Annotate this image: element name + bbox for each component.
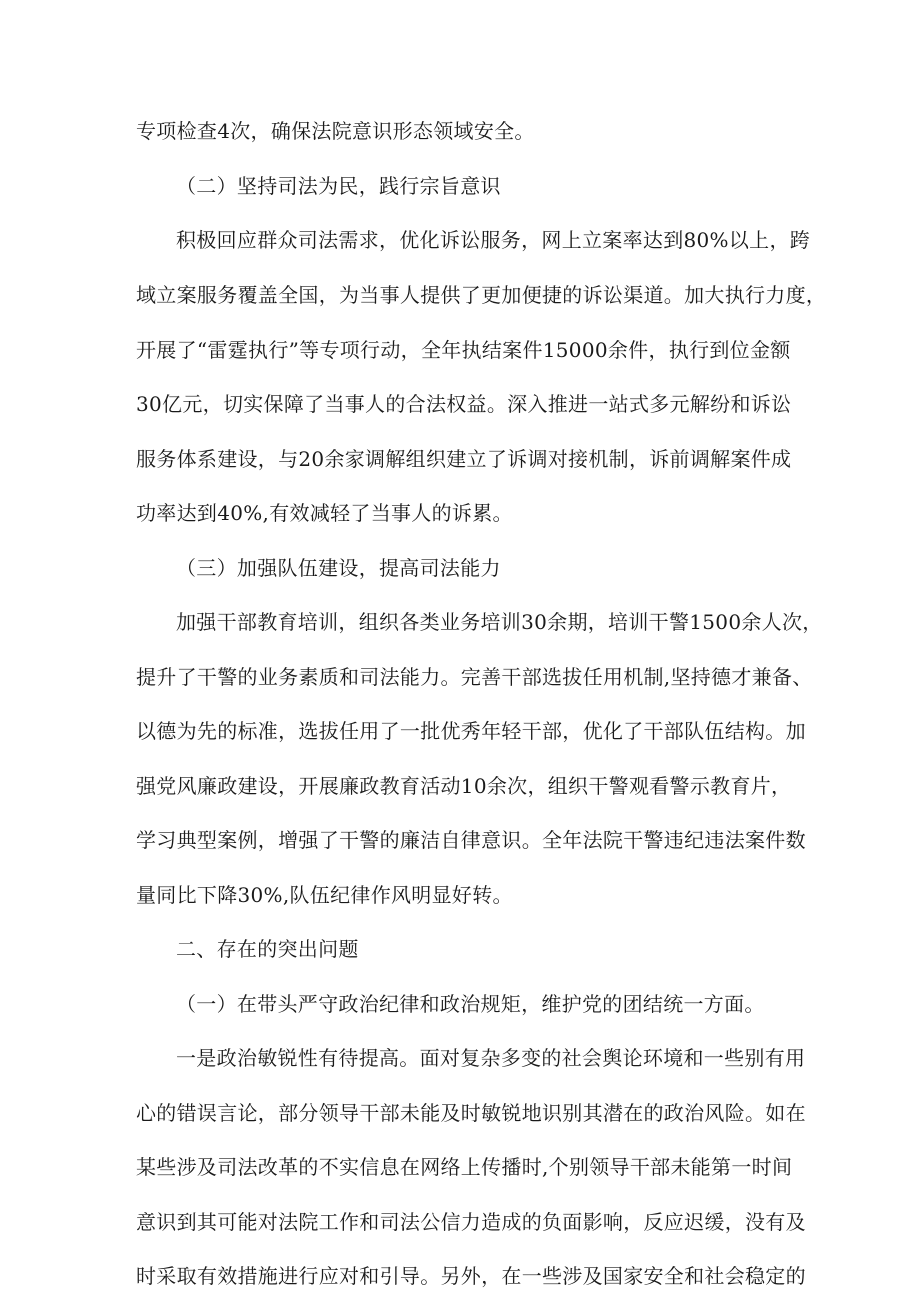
paragraph-line: 某些涉及司法改革的不实信息在网络上传播时,个别领导干部未能第一时间 <box>136 1155 793 1179</box>
section-heading: （二）坚持司法为民，践行宗旨意识 <box>176 174 501 198</box>
paragraph-line: 量同比下降30%,队伍纪律作风明显好转。 <box>136 883 513 907</box>
paragraph-line: 域立案服务覆盖全国，为当事人提供了更加便捷的诉讼渠道。加大执行力度， <box>136 283 827 307</box>
paragraph-line: 开展了“雷霆执行”等专项行动，全年执结案件15000余件，执行到位金额 <box>136 338 791 362</box>
section-heading: （一）在带头严守政治纪律和政治规矩，维护党的团结统一方面。 <box>176 992 765 1016</box>
paragraph-line: 意识到其可能对法院工作和司法公信力造成的负面影响，反应迟缓，没有及 <box>136 1210 806 1234</box>
paragraph-line: 强党风廉政建设，开展廉政教育活动10余次，组织干警观看警示教育片， <box>136 774 792 798</box>
paragraph-line: 功率达到40%,有效减轻了当事人的诉累。 <box>136 501 513 525</box>
paragraph-line: 一是政治敏锐性有待提高。面对复杂多变的社会舆论环境和一些别有用 <box>176 1046 806 1070</box>
paragraph-line: 积极回应群众司法需求，优化诉讼服务，网上立案率达到80%以上，跨 <box>176 228 811 252</box>
chapter-heading: 二、存在的突出问题 <box>176 937 359 961</box>
paragraph-line: 加强干部教育培训，组织各类业务培训30余期，培训干警1500余人次， <box>176 610 823 634</box>
paragraph-line: 学习典型案例，增强了干警的廉洁自律意识。全年法院干警违纪违法案件数 <box>136 828 806 852</box>
paragraph-line: 时采取有效措施进行应对和引导。另外，在一些涉及国家安全和社会稳定的 <box>136 1264 806 1288</box>
section-heading: （三）加强队伍建设，提高司法能力 <box>176 556 501 580</box>
paragraph-line: 提升了干警的业务素质和司法能力。完善干部选拔任用机制,坚持德才兼备、 <box>136 665 813 689</box>
paragraph-line: 30亿元，切实保障了当事人的合法权益。深入推进一站式多元解纷和诉讼 <box>136 392 792 416</box>
paragraph-line: 心的错误言论，部分领导干部未能及时敏锐地识别其潜在的政治风险。如在 <box>136 1101 806 1125</box>
paragraph-line: 专项检查4次，确保法院意识形态领域安全。 <box>136 119 535 143</box>
paragraph-line: 以德为先的标准，选拔任用了一批优秀年轻干部，优化了干部队伍结构。加 <box>136 719 806 743</box>
paragraph-line: 服务体系建设，与20余家调解组织建立了诉调对接机制，诉前调解案件成 <box>136 447 792 471</box>
